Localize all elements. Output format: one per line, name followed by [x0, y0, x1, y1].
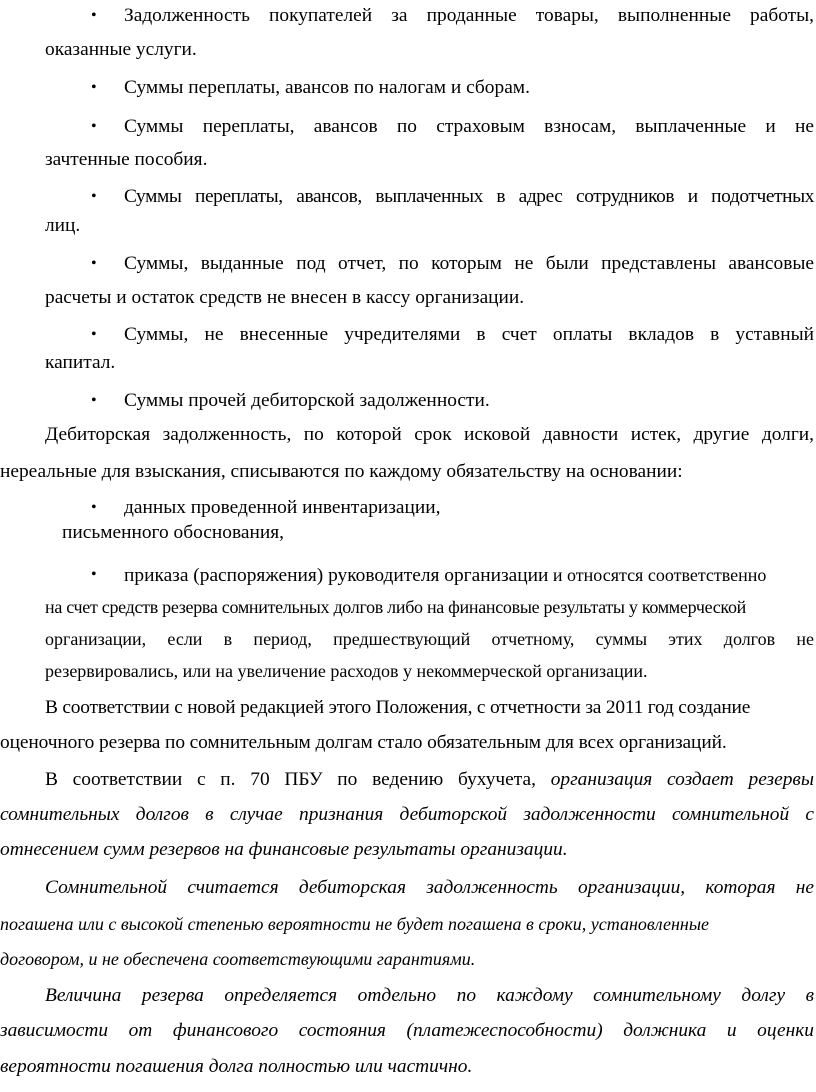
list-item-text: письменного обоснования, [62, 522, 284, 543]
bullet-marker: • [91, 79, 97, 96]
list-item-text [124, 563, 766, 588]
list-item-text-part: приказа (распоряжения) руководителя организации [124, 565, 549, 586]
list-item-text: Суммы переплаты, авансов, выплаченных в адрес сотрудников и подотчетных [124, 186, 814, 207]
paragraph-line: Дебиторская задолженность, по которой срок исковой давности истек, другие долги, [45, 424, 814, 445]
paragraph-line: договором, и не обеспечена соответствующими гарантиями. [0, 949, 476, 969]
paragraph-text-part: организация создает резервы [550, 769, 814, 790]
paragraph-line [45, 768, 814, 792]
paragraph-line: нереальные для взыскания, списываются по каждому обязательству на основании: [0, 461, 683, 482]
bullet-marker: • [91, 188, 97, 205]
list-item-text: оказанные услуги. [45, 39, 197, 60]
list-item-text: Суммы переплаты, авансов по страховым взносам, выплаченные и не [124, 116, 814, 137]
list-item-text: лиц. [45, 215, 81, 236]
list-item-text: на счет средств резерва сомнительных долгов либо на финансовые результаты у коммерческой [45, 597, 746, 617]
paragraph-line: Величина резерва определяется отдельно по каждому сомнительному долгу в [45, 985, 814, 1006]
paragraph-line: сомнительных долгов в случае признания дебиторской задолженности сомнительной с [0, 804, 814, 825]
list-item-text: Суммы прочей дебиторской задолженности. [124, 390, 490, 411]
list-item-text: капитал. [45, 352, 116, 373]
list-item-text-part: и относятся соответственно [548, 565, 767, 585]
list-item-text: расчеты и остаток средств не внесен в кассу организации. [45, 287, 525, 308]
paragraph-line: погашена или с высокой степенью вероятности не будет погашена в сроки, установленные [0, 914, 710, 934]
bullet-marker: • [91, 499, 97, 516]
paragraph-line: отнесением сумм резервов на финансовые результаты организации. [0, 839, 568, 860]
bullet-marker: • [91, 7, 97, 24]
list-item-text: зачтенные пособия. [45, 149, 208, 170]
list-item-text: резервировались, или на увеличение расходов у некоммерческой организации. [45, 661, 648, 681]
bullet-marker: • [91, 118, 97, 135]
list-item-text: организации, если в период, предшествующий отчетному, суммы этих долгов не [45, 629, 814, 649]
list-item-text: Суммы, не внесенные учредителями в счет оплаты вкладов в уставный [124, 324, 814, 345]
list-item-text: Суммы переплаты, авансов по налогам и сборам. [124, 77, 530, 98]
list-item-text: Суммы, выданные под отчет, по которым не были представлены авансовые [124, 253, 814, 274]
paragraph-line: Сомнительной считается дебиторская задолженность организации, которая не [45, 877, 814, 898]
bullet-marker: • [91, 392, 97, 409]
paragraph-line: вероятности погашения долга полностью или частично. [0, 1056, 473, 1077]
paragraph-text-part: В соответствии с п. 70 ПБУ по ведению бухучета, [45, 769, 551, 790]
list-item-text: данных проведенной инвентаризации, [124, 497, 441, 518]
bullet-marker: • [91, 255, 97, 272]
paragraph-line: зависимости от финансового состояния (платежеспособности) должника и оценки [0, 1020, 814, 1041]
list-item-text: Задолженность покупателей за проданные товары, выполненные работы, [124, 5, 814, 26]
paragraph-line: оценочного резерва по сомнительным долгам стало обязательным для всех организаций. [0, 732, 727, 753]
paragraph-line: В соответствии с новой редакцией этого Положения, с отчетности за 2011 год создание [45, 697, 751, 718]
bullet-marker: • [91, 326, 97, 343]
bullet-marker: • [91, 566, 97, 583]
